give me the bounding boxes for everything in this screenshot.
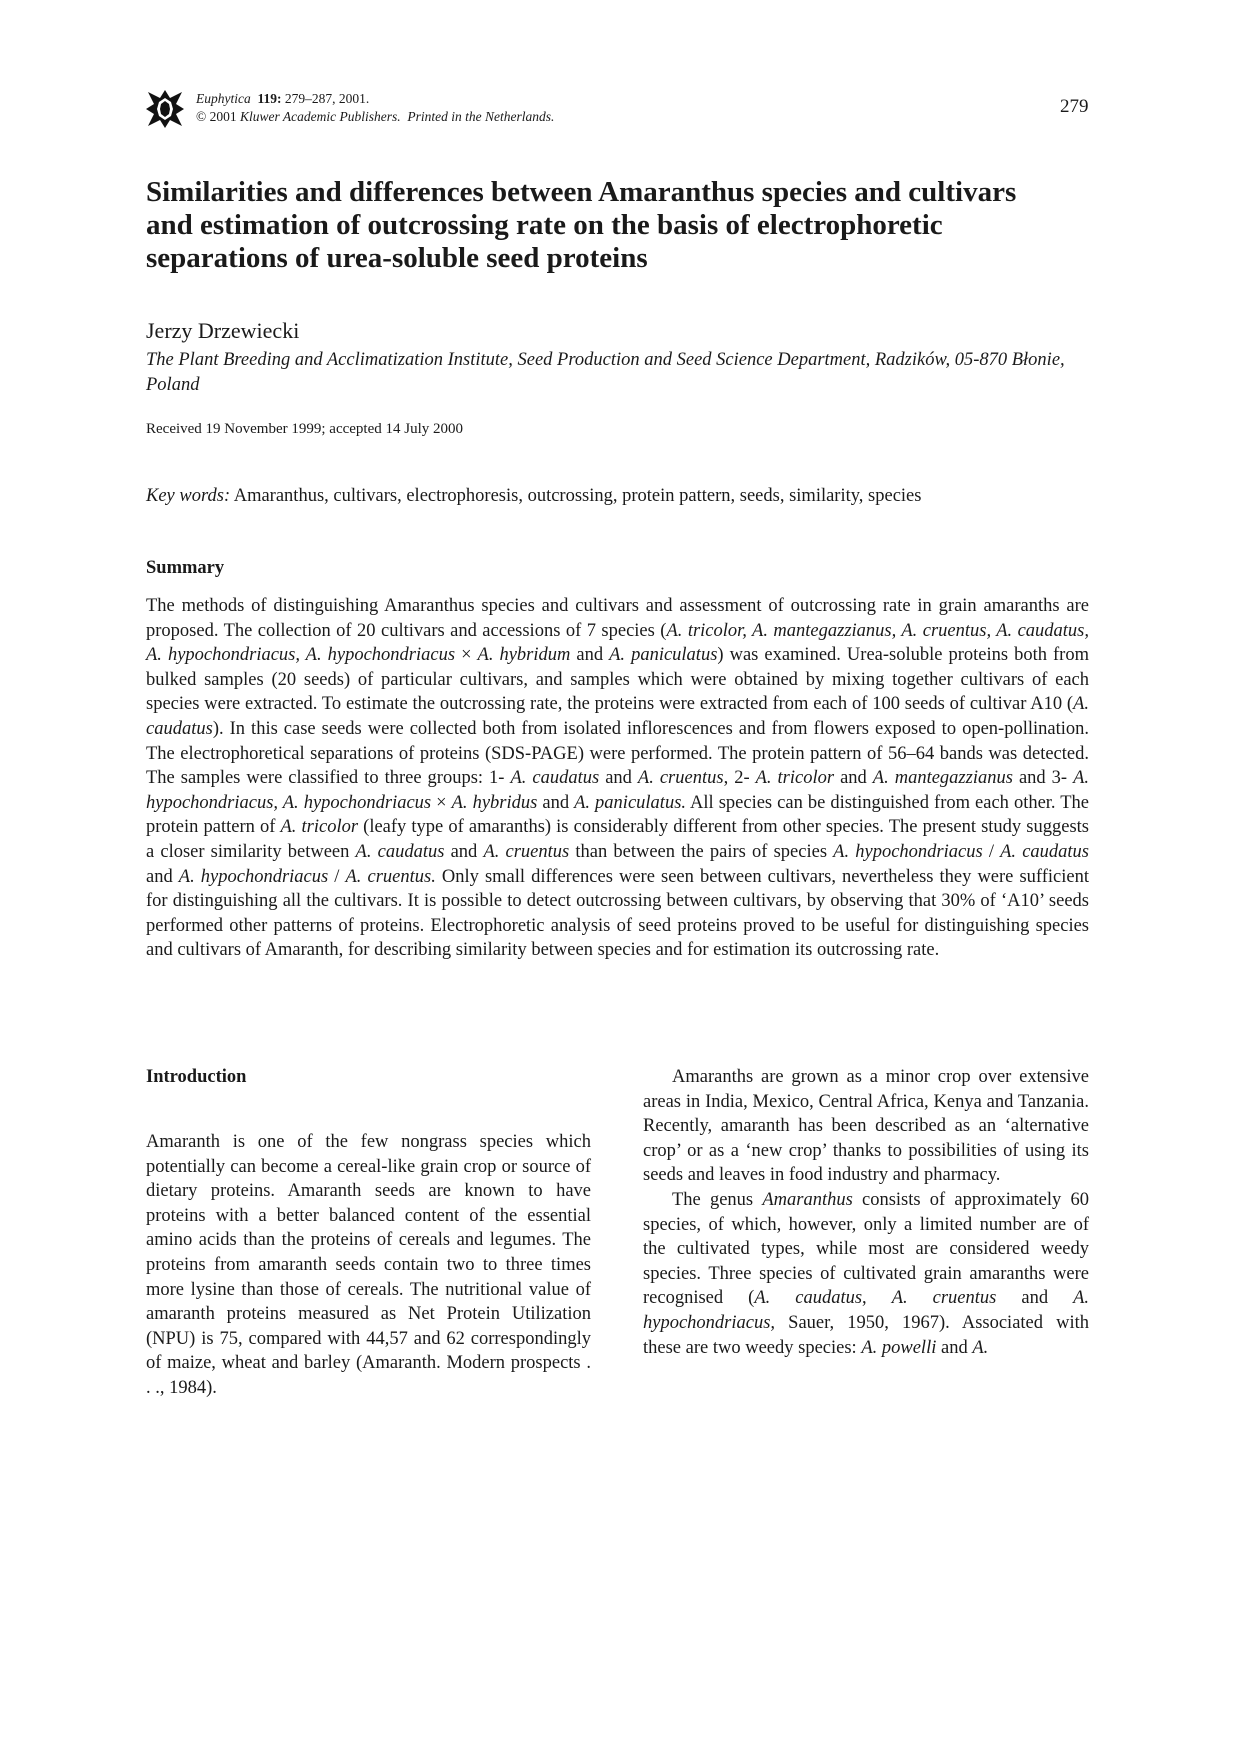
article-title bbox=[146, 176, 1106, 275]
author-affiliation: The Plant Breeding and Acclimatization Institute, Seed Production and Seed Science Department, Radzików, 05-870 Błonie, Poland bbox=[146, 350, 1065, 395]
summary-heading: Summary bbox=[146, 558, 225, 578]
keywords-list: Amaranthus, cultivars, electrophoresis, outcrossing, protein pattern, seeds, similarity, species bbox=[233, 486, 922, 506]
publisher-logo-icon bbox=[146, 88, 184, 130]
title-line-2: and estimation of outcrossing rate on the basis of electrophoretic bbox=[146, 209, 943, 241]
received-dates: Received 19 November 1999; accepted 14 July 2000 bbox=[146, 421, 463, 437]
publisher-name: Kluwer Academic Publishers. bbox=[240, 109, 401, 124]
journal-pages: 279–287, 2001. bbox=[284, 91, 370, 106]
page-number: 279 bbox=[1060, 96, 1089, 117]
journal-name: Euphytica bbox=[196, 91, 251, 106]
journal-citation bbox=[196, 90, 554, 108]
introduction-left-paragraph: Amaranth is one of the few nongrass species which potentially can become a cereal-like grain crop or source of dietary proteins. Amaranth seeds are known to have proteins with a better balanced content of the essential amino acids than the proteins of cereals and legumes. The proteins from amaranth seeds contain two to three times more lysine than those of cereals. The nutritional value of amaranth proteins measured as Net Protein Utilization (NPU) is 75, compared with 44,57 and 62 correspondingly of maize, wheat and barley (Amaranth. Modern prospects . . ., 1984). bbox=[146, 1132, 591, 1398]
printed-note: Printed in the Netherlands. bbox=[407, 109, 555, 124]
introduction-right-paragraph-1: Amaranths are grown as a minor crop over extensive areas in India, Mexico, Central Africa, Kenya and Tanzania. Recently, amaranth has been described as an ‘alternative crop’ or as a ‘new crop’ thanks to possibilities of using its seeds and leaves in food industry and pharmacy. bbox=[643, 1067, 1089, 1186]
summary-paragraph: The methods of distinguishing Amaranthus species and cultivars and assessment of outcrossing rate in grain amaranths are proposed. The collection of 20 cultivars and accessions of 7 species (A. tricolor, A. mantegazzianus, A. cruentus, A. caudatus, A. hypochondriacus, A. hypochondriacus × A. hybridum and A. paniculatus) was examined. Urea-soluble proteins both from bulked samples (20 seeds) of particular cultivars, and samples which were obtained by mixing together cultivars of each species were extracted. To estimate the outcrossing rate, the proteins were extracted from each of 100 seeds of cultivar A10 (A. caudatus). In this case seeds were collected both from isolated inflorescences and from flowers exposed to open-pollination. The electrophoretical separations of proteins (SDS-PAGE) were performed. The protein pattern of 56–64 bands was detected. The samples were classified to three groups: 1- A. caudatus and A. cruentus, 2- A. tricolor and A. mantegazzianus and 3- A. hypochondriacus, A. hypochondriacus × A. hybridus and A. paniculatus. All species can be distinguished from each other. The protein pattern of A. tricolor (leafy type of amaranths) is considerably different from other species. The present study suggests a closer similarity between A. caudatus and A. cruentus than between the pairs of species A. hypochondriacus / A. caudatus and A. hypochondriacus / A. cruentus. Only small differences were seen between cultivars, nevertheless they were sufficient for distinguishing all the cultivars. It is possible to detect outcrossing between cultivars, by observing that 30% of ‘A10’ seeds performed other patterns of proteins. Electrophoretic analysis of seed proteins proved to be useful for distinguishing species and cultivars of Amaranth, for describing similarity between species and for estimation its outcrossing rate. bbox=[146, 596, 1090, 961]
introduction-right-paragraph-2: The genus Amaranthus consists of approximately 60 species, of which, however, only a limited number are of the cultivated types, while most are considered weedy species. Three species of cultivated grain amaranths were recognised (A. caudatus, A. cruentus and A. hypochondriacus, Sauer, 1950, 1967). Associated with these are two weedy species: A. powelli and A. bbox=[643, 1189, 1090, 1358]
title-line-1: Similarities and differences between Amaranthus species and cultivars bbox=[146, 176, 1017, 208]
introduction-right-column bbox=[643, 1065, 1089, 1360]
author-name: Jerzy Drzewiecki bbox=[146, 318, 300, 343]
journal-volume: 119: bbox=[257, 91, 282, 106]
copyright-symbol: © bbox=[196, 109, 207, 124]
keywords bbox=[146, 484, 1096, 509]
copyright-year: 2001 bbox=[209, 109, 237, 124]
title-line-3: separations of urea-soluble seed proteins bbox=[146, 242, 648, 274]
copyright-line bbox=[196, 108, 554, 126]
journal-header bbox=[196, 90, 554, 126]
introduction-heading: Introduction bbox=[146, 1067, 247, 1087]
keywords-label: Key words: bbox=[146, 486, 231, 506]
